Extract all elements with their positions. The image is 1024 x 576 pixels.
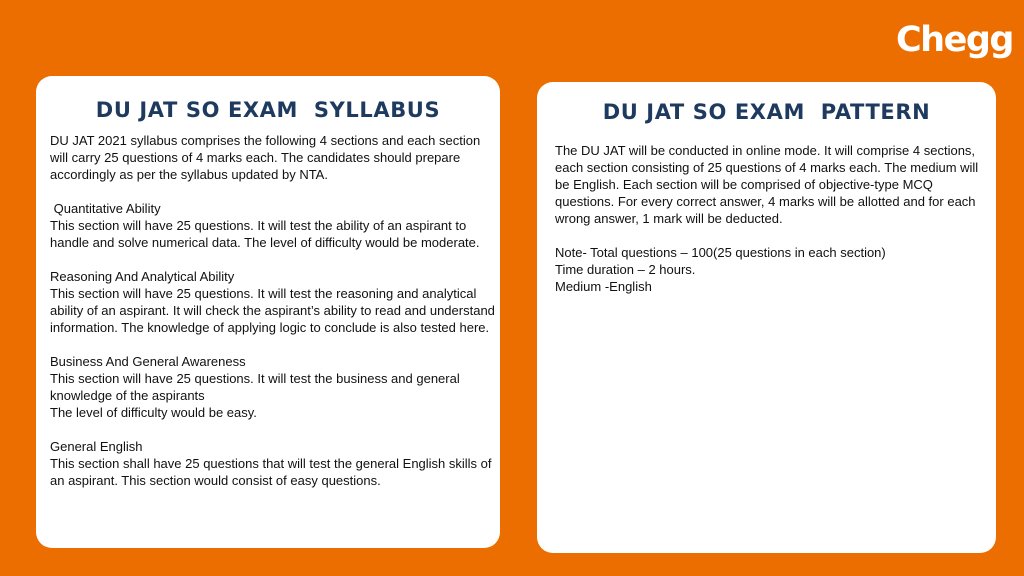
section-text-english: This section shall have 25 questions that will test the general English skills of an aspirant. This section would consist of easy questions. bbox=[50, 456, 496, 488]
section-heading-reasoning: Reasoning And Analytical Ability bbox=[50, 269, 235, 284]
pattern-description: The DU JAT will be conducted in online mode. It will comprise 4 sections, each section consisting of 25 questions of 4 marks each. The medium will be English. Each section will be comprised of objective-type MCQ questions. For every correct answer, 4 marks will be allotted and for each wrong answer, 1 mark will be deducted. bbox=[555, 143, 982, 226]
section-text-business: This section will have 25 questions. It will test the business and general knowledge of the aspirants bbox=[50, 371, 464, 403]
pattern-body bbox=[555, 142, 985, 295]
section-heading-english: General English bbox=[50, 439, 143, 454]
pattern-card bbox=[537, 82, 996, 553]
syllabus-body bbox=[50, 132, 499, 489]
syllabus-intro: DU JAT 2021 syllabus comprises the following 4 sections and each section will carry 25 questions of 4 marks each. The candidates should prepare accordingly as per the syllabus updated by NTA. bbox=[50, 133, 484, 182]
section-heading-business: Business And General Awareness bbox=[50, 354, 246, 369]
pattern-medium: Medium -English bbox=[555, 279, 652, 294]
section-text-business-difficulty: The level of difficulty would be easy. bbox=[50, 405, 257, 420]
syllabus-title: DU JAT SO EXAM SYLLABUS bbox=[95, 98, 441, 122]
syllabus-card bbox=[36, 76, 500, 548]
chegg-logo: Chegg bbox=[896, 20, 1013, 60]
section-text-reasoning: This section will have 25 questions. It will test the reasoning and analytical ability of an aspirant. It will check the aspirant’s ability to read and understand information. The knowledge of applying logic to conclude is also tested here. bbox=[50, 286, 499, 335]
pattern-title: DU JAT SO EXAM PATTERN bbox=[602, 100, 931, 124]
section-text-quantitative: This section will have 25 questions. It will test the ability of an aspirant to handle and solve numerical data. The level of difficulty would be moderate. bbox=[50, 218, 480, 250]
pattern-time: Time duration – 2 hours. bbox=[555, 262, 696, 277]
section-heading-quantitative: Quantitative Ability bbox=[50, 201, 161, 216]
pattern-note: Note- Total questions – 100(25 questions in each section) bbox=[555, 245, 886, 260]
